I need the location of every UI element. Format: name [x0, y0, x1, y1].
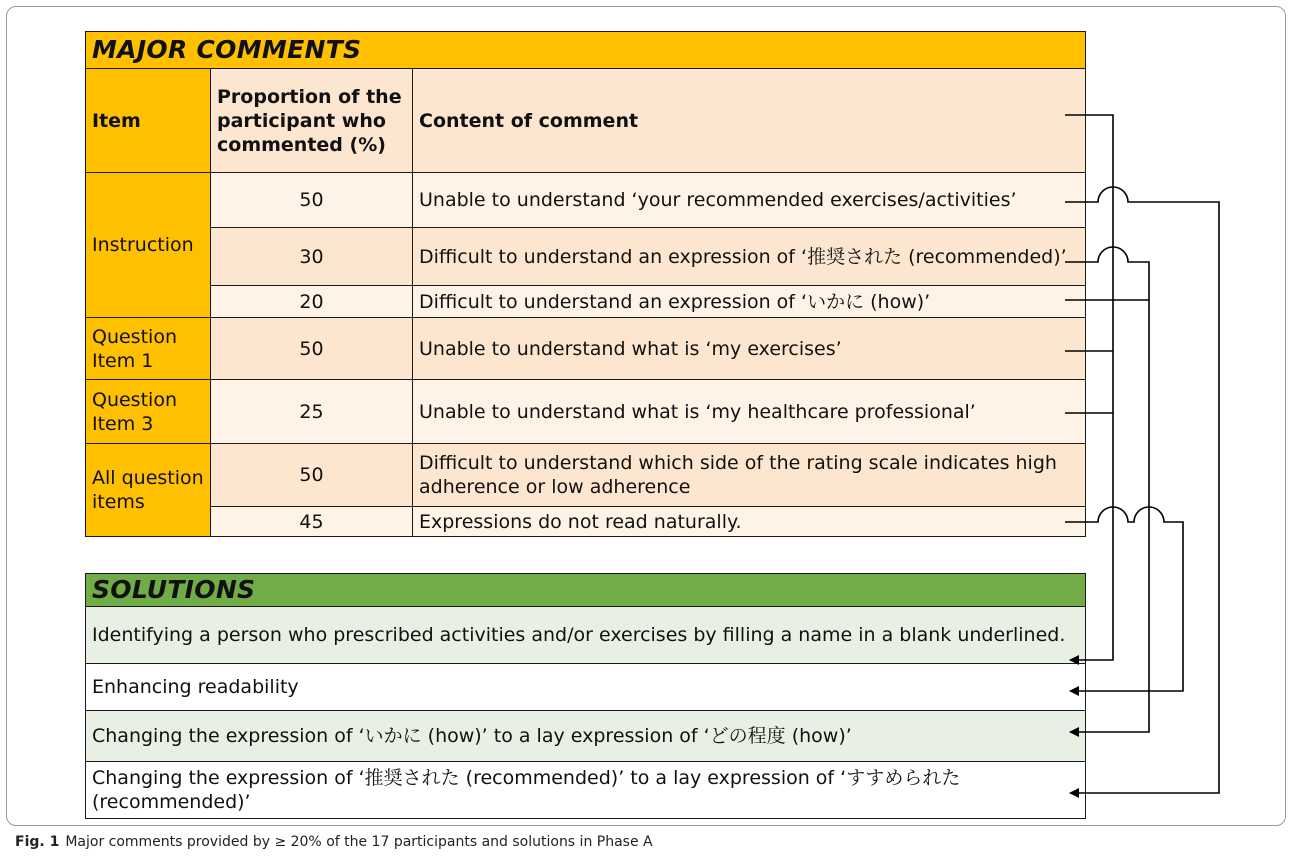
proportion-cell: 20 [211, 286, 413, 318]
proportion-cell: 50 [211, 318, 413, 380]
proportion-cell: 50 [211, 173, 413, 228]
solution-cell: Enhancing readability [86, 664, 1086, 711]
figure-caption [15, 834, 653, 850]
connector-line [1065, 187, 1219, 793]
solution-cell: Changing the expression of ‘推奨された (recommended)’ to a lay expression of ‘すすめられた (recommended)’ [86, 762, 1086, 819]
header-item: Item [86, 69, 211, 173]
item-cell: All question items [86, 444, 211, 537]
comment-cell: Unable to understand what is ‘my healthcare professional’ [413, 380, 1086, 444]
major-comments-title: MAJOR COMMENTS [86, 32, 1086, 69]
header-proportion: Proportion of the participant who commented (%) [211, 69, 413, 173]
caption-text: Major comments provided by ≥ 20% of the 17 participants and solutions in Phase A [65, 834, 653, 850]
comment-cell: Unable to understand what is ‘my exercises’ [413, 318, 1086, 380]
connector-line [1065, 115, 1113, 660]
item-cell: Instruction [86, 173, 211, 318]
solution-cell: Changing the expression of ‘いかに (how)’ to a lay expression of ‘どの程度 (how)’ [86, 711, 1086, 762]
proportion-cell: 25 [211, 380, 413, 444]
caption-label: Fig. 1 [15, 834, 60, 850]
connector-line [1065, 507, 1183, 691]
item-cell: Question Item 3 [86, 380, 211, 444]
proportion-cell: 50 [211, 444, 413, 507]
comment-cell: Difficult to understand an expression of ‘推奨された (recommended)’ [413, 228, 1086, 286]
header-content: Content of comment [413, 69, 1086, 173]
comment-cell: Difficult to understand an expression of ‘いかに (how)’ [413, 286, 1086, 318]
solutions-title: SOLUTIONS [86, 574, 1086, 607]
item-cell: Question Item 1 [86, 318, 211, 380]
comment-cell: Difficult to understand which side of the rating scale indicates high adherence or low adherence [413, 444, 1086, 507]
solution-cell: Identifying a person who prescribed activities and/or exercises by filling a name in a blank underlined. [86, 607, 1086, 664]
comment-cell: Expressions do not read naturally. [413, 507, 1086, 537]
proportion-cell: 30 [211, 228, 413, 286]
proportion-cell: 45 [211, 507, 413, 537]
comment-cell: Unable to understand ‘your recommended exercises/activities’ [413, 173, 1086, 228]
